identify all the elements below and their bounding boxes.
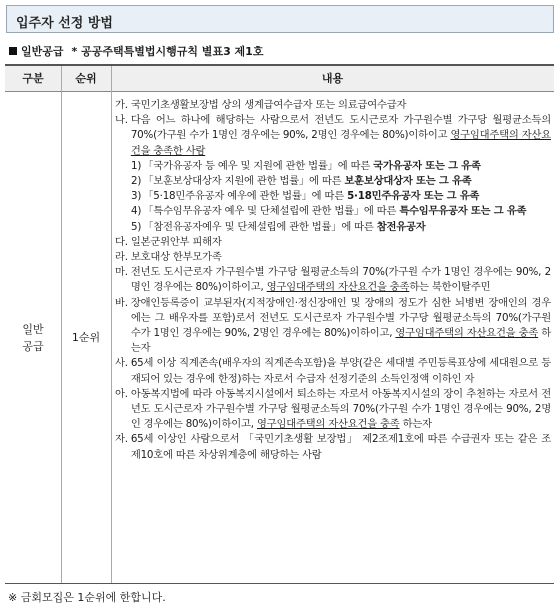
sub-item (115, 174, 551, 189)
item-text-part: 하는자 (130, 327, 551, 355)
item-marker: 라. (115, 251, 128, 264)
sub-text-part: 「보훈보상대상자 지원에 관한 법률」에 따른 (143, 175, 345, 188)
item-marker: 마. (115, 266, 128, 279)
category-text: 일반 공급 (22, 322, 44, 353)
list-item (115, 235, 551, 250)
sub-text-part: 「참전유공자예우 및 단체설립에 관한 법률」에 따른 (143, 220, 377, 233)
sub-marker: 1) (131, 159, 142, 172)
item-marker: 사. (115, 357, 128, 370)
item-text: 65세 이상 직계존속(배우자의 직계존속포함)을 부양(같은 세대별 주민등록표상에 세대원으로 등재되어 있는 경우에 한정)하는 자로서 수급자 선정기준의 소득인정액 이하인 자 (130, 357, 551, 385)
sub-text-part: 「특수임무유공자 예우 및 단체설립에 관한 법률」에 따른 (143, 205, 400, 218)
sub-marker: 3) (131, 190, 142, 203)
item-marker: 다. (115, 235, 128, 248)
category-cell (5, 92, 61, 583)
legal-reference: * 공공주택특별법시행규칙 별표3 제1호 (71, 45, 264, 58)
item-text-part: 다음 어느 하나에 해당하는 사람으로서 전년도 도시근로자 가구원수별 가구당 월평균소득의 70%(가구원 수가 1명인 경우에는 90%, 2명인 경우에는 80%)이하이고 (130, 114, 551, 142)
sub-text (143, 174, 551, 189)
sub-text (143, 159, 551, 174)
sub-text (143, 189, 551, 204)
item-marker: 자. (115, 433, 128, 446)
item-marker: 바. (115, 296, 128, 309)
selection-table (5, 64, 554, 584)
sub-marker: 4) (131, 205, 142, 218)
item-text-part: 하는자 (399, 418, 432, 431)
item-text: 국민기초생활보장법 상의 생계급여수급자 또는 의료급여수급자 (130, 99, 407, 111)
sub-text (143, 220, 551, 235)
asset-requirement-text: 영구임대주택의 자산요건을 충족한 사람 (130, 129, 551, 157)
sub-text-bold: 보훈보상대상자 또는 그 유족 (344, 175, 472, 188)
sub-item (115, 189, 551, 204)
item-text-part: 하는 북한이탈주민 (409, 281, 491, 294)
item-marker: 나. (115, 114, 128, 127)
sub-text-bold: 참전유공자 (376, 220, 426, 233)
list-item (115, 432, 551, 462)
sub-text-bold: 국가유공자 또는 그 유족 (373, 159, 481, 172)
asset-requirement-text: 영구임대주택의 자산요건을 충족 (256, 418, 400, 431)
list-item (115, 296, 551, 357)
sub-marker: 5) (131, 220, 142, 233)
rank-text: 1순위 (71, 331, 101, 344)
sub-text-bold: 특수임무유공자 또는 그 유족 (399, 205, 527, 218)
item-text (131, 387, 551, 433)
item-text: 일본군위안부 피해자 (130, 235, 222, 248)
sub-text-bold: 5·18민주유공자 또는 그 유족 (347, 190, 480, 203)
item-text (131, 296, 551, 357)
item-text-part: 아동복지법에 따라 아동복지시설에서 퇴소하는 자로서 아동복지시설의 장이 추천하는 자로서 전년도 도시근로자 가구원수별 가구당 월평균소득의 70%(가구원 수가 1명인 경우에는 90%, 2명인 경우에는 80%)이하이고, (130, 387, 551, 431)
square-bullet-icon (9, 47, 17, 55)
item-text (131, 265, 551, 295)
list-item (115, 387, 551, 433)
section-label: 일반공급 (21, 45, 64, 58)
asset-requirement-text: 영구임대주택의 자산요건을 충족 (395, 327, 539, 340)
list-item (115, 265, 551, 295)
item-text: 65세 이상인 사람으로서 「국민기초생활 보장법」 제2조제1호에 따른 수급권자 또는 같은 조 제10호에 따른 차상위계층에 해당하는 사람 (130, 433, 551, 461)
item-text: 보호대상 한부모가족 (130, 251, 222, 264)
table-header-row (5, 66, 554, 92)
sub-item (115, 220, 551, 235)
list-item (115, 98, 551, 113)
header-content: 내용 (321, 72, 344, 85)
sub-text-part: 「5·18민주유공자 예우에 관한 법률」에 따른 (143, 190, 348, 203)
page-title: 입주자 선정 방법 (6, 5, 554, 33)
sub-item (115, 204, 551, 219)
item-marker: 아. (115, 387, 128, 400)
header-category: 구분 (22, 72, 44, 85)
list-item (115, 356, 551, 386)
item-text-part: 전년도 도시근로자 가구원수별 가구당 월평균소득의 70%(가구원 수가 1명인 경우에는 90%, 2명인 경우에는 80%)이하이고, (130, 266, 551, 294)
item-text (131, 113, 551, 159)
sub-text (143, 204, 551, 219)
rank-cell (61, 92, 111, 583)
sub-marker: 2) (131, 175, 142, 188)
sub-text-part: 「국가유공자 등 예우 및 지원에 관한 법률」에 따른 (143, 159, 374, 172)
column-divider (111, 66, 112, 583)
list-item (115, 250, 551, 265)
asset-requirement-text: 영구임대주택의 자산요건을 충족 (266, 281, 410, 294)
sub-item (115, 159, 551, 174)
header-rank: 순위 (75, 72, 97, 85)
section-heading (9, 43, 263, 59)
item-marker: 가. (115, 99, 128, 111)
footnote: ※ 금회모집은 1순위에 한합니다. (8, 591, 166, 604)
list-item (115, 113, 551, 159)
item-text-part: 장애인등록증이 교부된자(지적장애인·정신장애인 및 장애의 정도가 심한 뇌병변 장애인의 경우에는 그 배우자를 포함)로서 전년도 도시근로자 가구원수별 가구당 월평균소득의 70%(가구원 수가 1명인 경우에는 90%, 2명인 경우에는 80%)이하이고, (130, 296, 551, 340)
content-cell (115, 98, 551, 463)
